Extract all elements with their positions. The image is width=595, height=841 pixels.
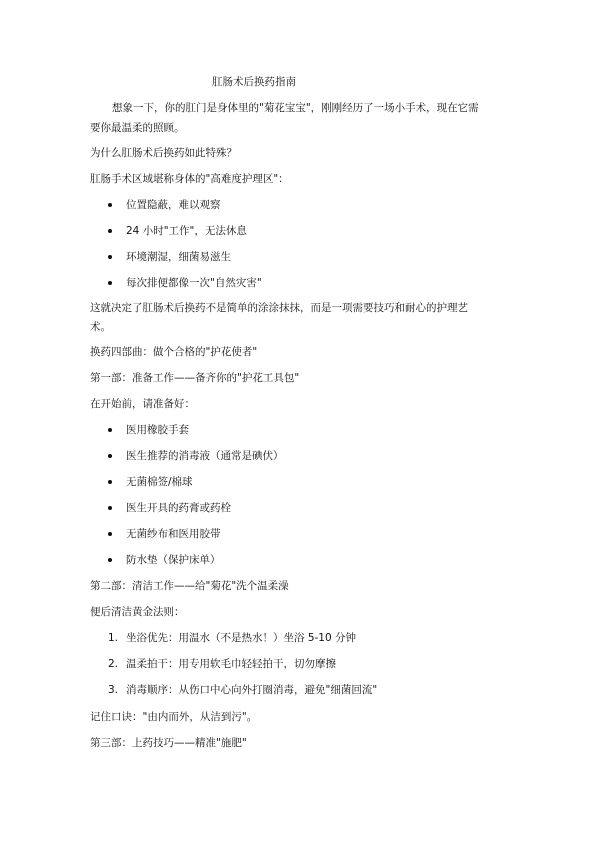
golden-rules-heading: 便后清洁黄金法则： bbox=[90, 606, 185, 618]
list-item: 无菌纱布和医用胶带 bbox=[126, 528, 221, 540]
bullet-dot bbox=[108, 454, 112, 458]
list-item: 消毒顺序：从伤口中心向外打圈消毒，避免"细菌回流" bbox=[126, 684, 378, 696]
bullet-dot bbox=[108, 428, 112, 432]
list-item: 位置隐蔽，难以观察 bbox=[126, 199, 221, 211]
mnemonic-line: 记住口诀："由内而外，从洁到污"。 bbox=[90, 711, 258, 723]
document-title: 肛肠术后换药指南 bbox=[212, 76, 296, 88]
zone-intro: 肛肠手术区域堪称身体的"高难度护理区"： bbox=[90, 173, 289, 185]
intro-paragraph-line-1: 想象一下，你的肛门是身体里的"菊花宝宝"，刚刚经历了一场小手术，现在它需 bbox=[112, 102, 479, 114]
list-item: 防水垫（保护床单） bbox=[126, 554, 221, 566]
part-two-heading: 第二部：清洁工作——给"菊花"洗个温柔澡 bbox=[90, 580, 289, 592]
bullet-dot bbox=[108, 506, 112, 510]
question-heading: 为什么肛肠术后换药如此特殊？ bbox=[90, 147, 237, 159]
section-heading-four-steps: 换药四部曲：做个合格的"护花使者" bbox=[90, 346, 258, 358]
list-item: 24 小时"工作"，无法休息 bbox=[126, 225, 247, 237]
intro-paragraph-line-2: 要你最温柔的照顾。 bbox=[90, 122, 185, 134]
list-item: 环境潮湿，细菌易滋生 bbox=[126, 251, 231, 263]
part-three-heading: 第三部：上药技巧——精准"施肥" bbox=[90, 737, 247, 749]
list-item: 每次排便都像一次"自然灾害" bbox=[126, 277, 262, 289]
bullet-dot bbox=[108, 255, 112, 259]
list-number: 1. bbox=[108, 632, 119, 644]
list-item: 医生推荐的消毒液（通常是碘伏） bbox=[126, 450, 284, 462]
list-number: 3. bbox=[108, 684, 119, 696]
bullet-dot bbox=[108, 281, 112, 285]
bullet-dot bbox=[108, 203, 112, 207]
conclusion-line-2: 术。 bbox=[90, 321, 111, 333]
prepare-intro: 在开始前，请准备好： bbox=[90, 398, 195, 410]
bullet-dot bbox=[108, 558, 112, 562]
bullet-dot bbox=[108, 480, 112, 484]
list-item: 坐浴优先：用温水（不是热水！）坐浴 5-10 分钟 bbox=[126, 632, 357, 644]
list-number: 2. bbox=[108, 658, 119, 670]
bullet-dot bbox=[108, 229, 112, 233]
list-item: 温柔拍干：用专用软毛巾轻轻拍干，切勿摩擦 bbox=[126, 658, 336, 670]
part-one-heading: 第一部：准备工作——备齐你的"护花工具包" bbox=[90, 372, 300, 384]
list-item: 医生开具的药膏或药栓 bbox=[126, 502, 231, 514]
bullet-dot bbox=[108, 532, 112, 536]
list-item: 医用橡胶手套 bbox=[126, 424, 189, 436]
list-item: 无菌棉签/棉球 bbox=[126, 476, 193, 488]
conclusion-line-1: 这就决定了肛肠术后换药不是简单的涂涂抹抹，而是一项需要技巧和耐心的护理艺 bbox=[90, 302, 468, 314]
